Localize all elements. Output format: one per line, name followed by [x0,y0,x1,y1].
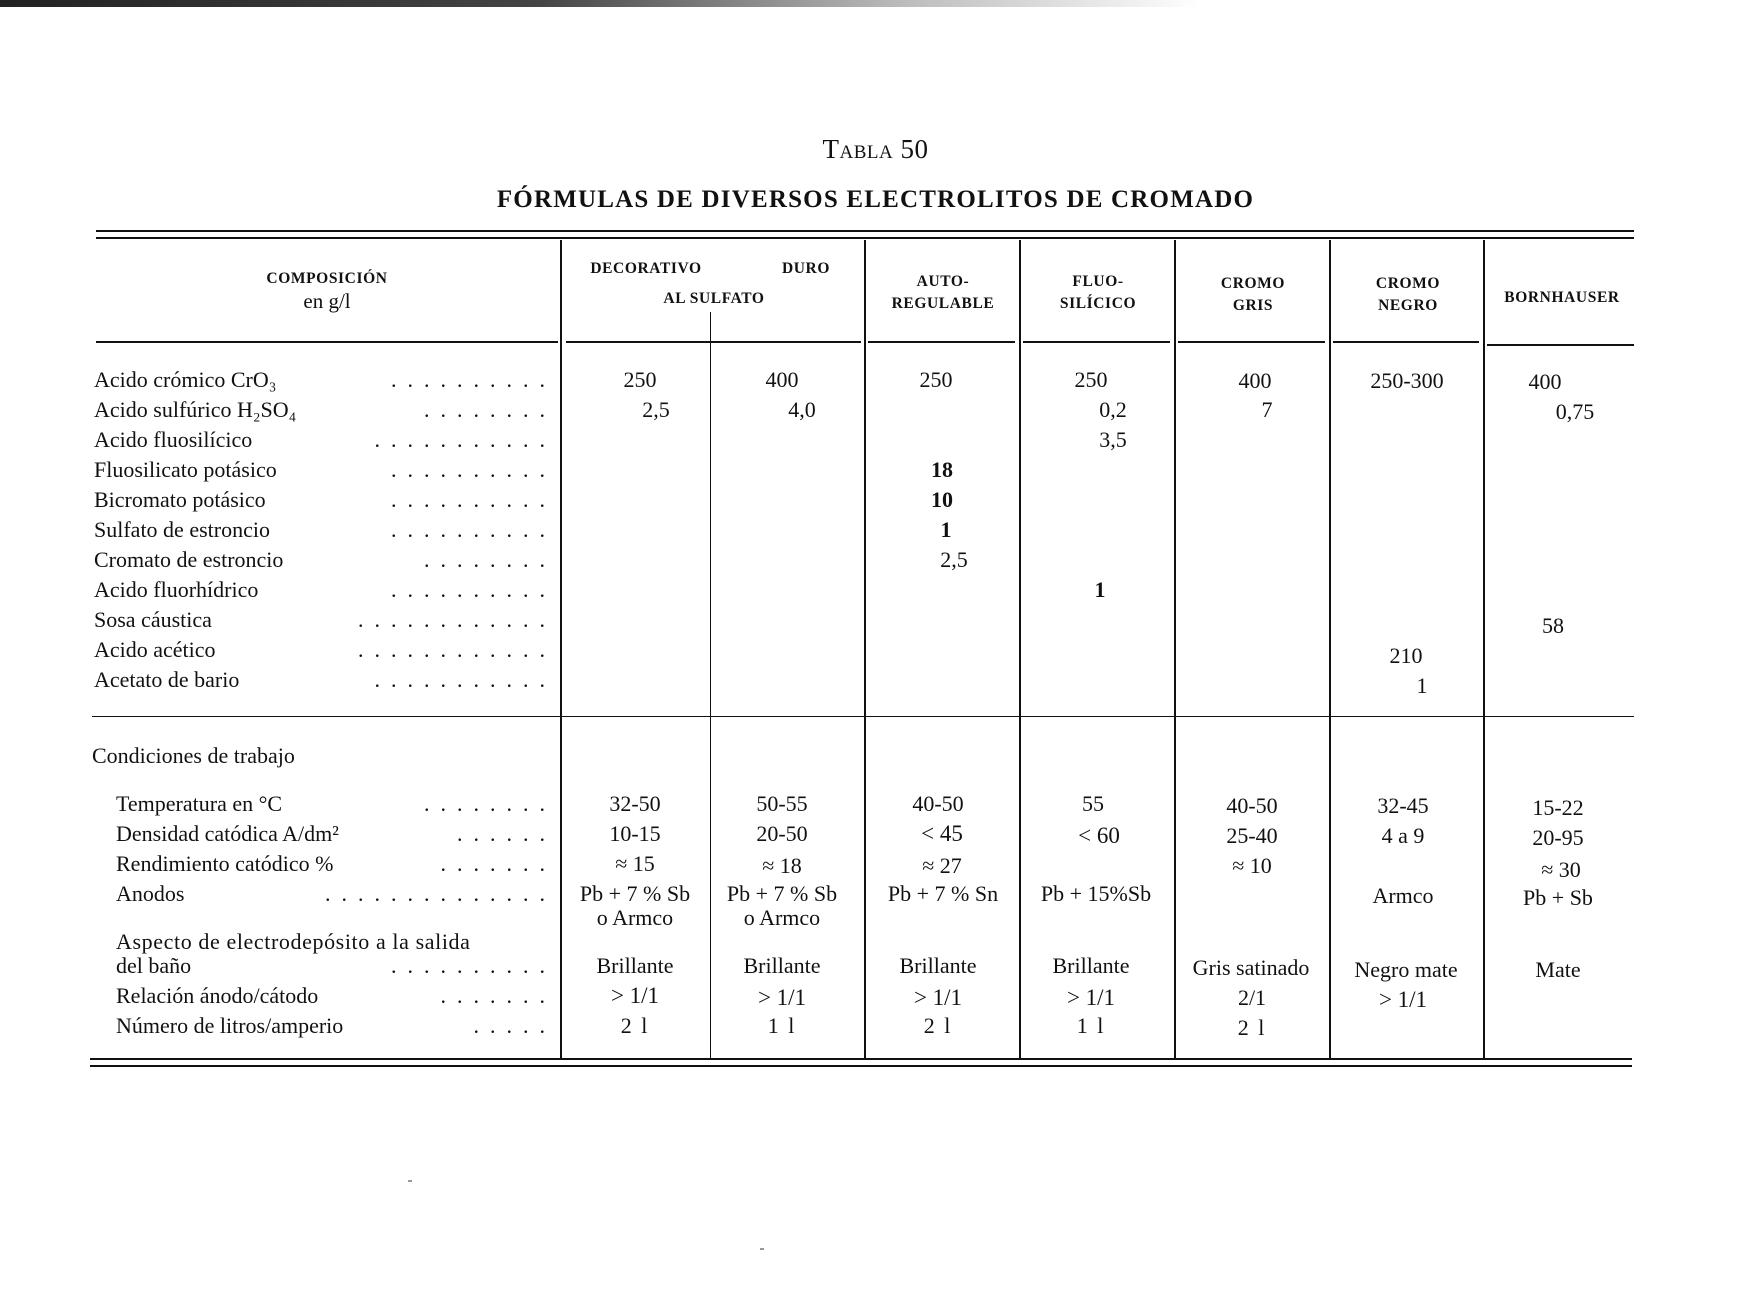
header-rule [868,341,1015,343]
cell-decorativo: > 1/1 [610,983,660,1008]
cell-bornhauser: 15-22 [1532,795,1584,820]
cell-cromo-negro: 1 [1416,673,1428,698]
cell-autoregulable: 18 [931,457,953,482]
cell-decorativo: 250 [623,367,657,392]
header-autoregulable-line1: AUTO- [916,273,970,290]
cell-autoregulable: < 45 [921,821,963,846]
dot-leader: .......... [391,953,556,978]
header-autoregulable-line2: REGULABLE [891,295,995,312]
header-rule [566,341,861,343]
row-label: Sulfato de estroncio [94,517,270,542]
cell-decorativo: 2 l [620,1013,650,1038]
cell-cromo-gris: 7 [1261,397,1273,422]
cell-cromo-negro: Armco [1372,883,1434,908]
dot-leader: ....... [440,851,556,876]
row-label: Aspecto de electrodepósito a la salida [116,929,471,954]
dot-leader: ........... [374,427,556,452]
cell-duro: 20-50 [756,821,808,846]
row-label: Rendimiento catódico % [116,851,334,876]
cell-cromo-negro: 250-300 [1370,368,1444,393]
cell-decorativo: Brillante [596,953,674,978]
cell-decorativo: 32-50 [609,791,661,816]
cell-autoregulable: 2 l [923,1013,953,1038]
cell-fluosilicico: 250 [1074,367,1108,392]
header-fluosilicico-line2: SILÍCICO [1059,295,1137,312]
dot-leader: ....... [440,983,556,1008]
cell-autoregulable: 2,5 [940,547,968,572]
anodos-line2: o Armco [743,905,821,930]
row-label: Acetato de bario [94,667,240,692]
cell-autoregulable: > 1/1 [913,985,963,1010]
header-composicion [96,268,558,312]
anodos-line1: Pb + 7 % Sb [579,881,691,906]
header-fluosilicico-line1: FLUO- [1072,273,1124,290]
header-cromo-negro-line1: CROMO [1375,275,1441,292]
header-rule [1023,341,1170,343]
cell-cromo-gris: Gris satinado [1192,955,1310,980]
header-cromo-negro-line2: NEGRO [1378,297,1438,314]
cell-duro: ≈ 18 [762,853,802,878]
dot-leader: ........ [424,791,556,816]
cell-cromo-gris: 40-50 [1226,793,1278,818]
header-rule [1178,341,1325,343]
cell-cromo-negro: 210 [1389,643,1423,668]
cell-duro: Brillante [743,953,821,978]
cell-cromo-gris: 400 [1238,368,1272,393]
cell-bornhauser: Pb + Sb [1523,885,1593,910]
header-rule [1333,341,1479,343]
cell-autoregulable: ≈ 27 [922,853,962,878]
cell-autoregulable: 40-50 [912,791,964,816]
header-bornhauser: BORNHAUSER [1504,289,1620,306]
row-label: Densidad catódica A/dm² [116,821,339,846]
row-label: Sosa cáustica [94,607,212,632]
dot-leader: ........ [424,397,556,422]
header-duro: DURO [781,260,831,277]
header-al-sulfato: AL SULFATO [663,290,765,307]
header-rule [1487,344,1634,346]
cell-cromo-negro: Negro mate [1354,957,1458,982]
cell-duro: 4,0 [788,397,816,422]
cell-cromo-negro: > 1/1 [1378,987,1428,1012]
row-label: Fluosilicato potásico [94,457,277,482]
header-cromo-gris-line2: GRIS [1232,297,1274,314]
cell-duro: > 1/1 [757,985,807,1010]
cell-cromo-gris: 2/1 [1237,985,1267,1010]
bottom-rule [90,1065,1632,1067]
cell-decorativo: 2,5 [642,397,670,422]
cell-bornhauser: 58 [1542,613,1564,638]
top-rule [96,230,1634,232]
cell-fluosilicico: 55 [1082,791,1104,816]
cell-bornhauser: Mate [1535,957,1581,982]
cell-fluosilicico: 1 [1094,577,1106,602]
cell-fluosilicico: < 60 [1078,823,1120,848]
header-cromo-gris [1178,273,1328,317]
column-rule [1019,240,1021,1058]
cell-fluosilicico: > 1/1 [1066,985,1116,1010]
cell-autoregulable: Pb + 7 % Sn [887,881,999,906]
cell-autoregulable: 1 [940,517,952,542]
dot-leader: .......... [391,517,556,542]
conditions-heading: Condiciones de trabajo [92,743,295,768]
cell-autoregulable: 10 [931,487,953,512]
dot-leader: ............ [358,637,556,662]
cell-fluosilicico: 1 l [1076,1013,1106,1038]
section-rule [92,716,1634,717]
column-rule [1174,240,1176,1058]
row-label: Acido acético [94,637,216,662]
header-cromo-gris-line1: CROMO [1220,275,1286,292]
row-label: Relación ánodo/cátodo [116,983,319,1008]
row-label: Anodos [116,881,185,906]
dot-leader: .......... [391,487,556,512]
column-rule [864,240,866,1058]
row-label: Número de litros/amperio [116,1013,344,1038]
header-unit: en g/l [303,289,351,313]
column-rule [1483,240,1485,1058]
dot-leader: .............. [325,881,556,906]
cell-autoregulable: Brillante [899,953,977,978]
dot-leader: .......... [391,367,556,392]
row-label: Bicromato potásico [94,487,266,512]
header-fluosilicico [1023,271,1173,315]
dot-leader: ............ [358,607,556,632]
cell-cromo-gris: ≈ 10 [1232,853,1272,878]
header-cromo-negro [1333,273,1483,317]
cell-decorativo [565,882,705,930]
dot-leader: ...... [457,821,556,846]
cell-cromo-gris: 2 l [1237,1015,1267,1040]
header-rule [96,341,558,343]
anodos-line2: o Armco [596,905,674,930]
scan-speck [760,1248,764,1250]
cell-bornhauser: ≈ 30 [1541,857,1581,882]
cell-fluosilicico: Pb + 15%Sb [1040,881,1152,906]
row-label-line2: del baño [116,953,192,978]
dot-leader: .......... [391,577,556,602]
row-label: Acido fluorhídrico [94,577,259,602]
cell-cromo-negro: 4 a 9 [1381,823,1425,848]
dot-leader: ........ [424,547,556,572]
cell-fluosilicico: Brillante [1052,953,1130,978]
cell-cromo-gris: 25-40 [1226,823,1278,848]
cell-fluosilicico: 0,2 [1099,397,1127,422]
header-composicion-label: COMPOSICIÓN [266,270,388,287]
scan-edge [0,0,1200,7]
cell-decorativo: 10-15 [609,821,661,846]
cell-bornhauser: 20-95 [1532,825,1584,850]
table-label: Tabla 50 [822,134,929,164]
row-label: Acido crómico CrO₃ [94,367,277,392]
top-rule [96,237,1634,239]
cell-decorativo: ≈ 15 [615,851,655,876]
cell-duro: 1 l [767,1013,797,1038]
scan-speck [408,1180,412,1182]
dot-leader: .......... [391,457,556,482]
anodos-line1: Pb + 7 % Sb [726,881,838,906]
cell-fluosilicico: 3,5 [1099,427,1127,452]
table-title: FÓRMULAS DE DIVERSOS ELECTROLITOS DE CROMADO [496,186,1255,213]
header-decorativo: DECORATIVO [590,260,702,277]
cell-bornhauser: 400 [1528,369,1562,394]
cell-duro: 50-55 [756,791,808,816]
bottom-rule [90,1058,1632,1060]
dot-leader: ..... [473,1013,556,1038]
dot-leader: ........... [374,667,556,692]
cell-cromo-negro: 32-45 [1377,793,1429,818]
column-rule [560,240,562,1058]
cell-duro: 400 [765,367,799,392]
row-label: Cromato de estroncio [94,547,284,572]
row-label: Acido sulfúrico H₂SO₄ [94,397,297,422]
cell-bornhauser: 0,75 [1555,399,1595,424]
row-label: Acido fluosilícico [94,427,253,452]
cell-duro [712,882,852,930]
cell-autoregulable: 250 [919,367,953,392]
header-autoregulable [868,271,1018,315]
row-label: Temperatura en °C [116,791,283,816]
